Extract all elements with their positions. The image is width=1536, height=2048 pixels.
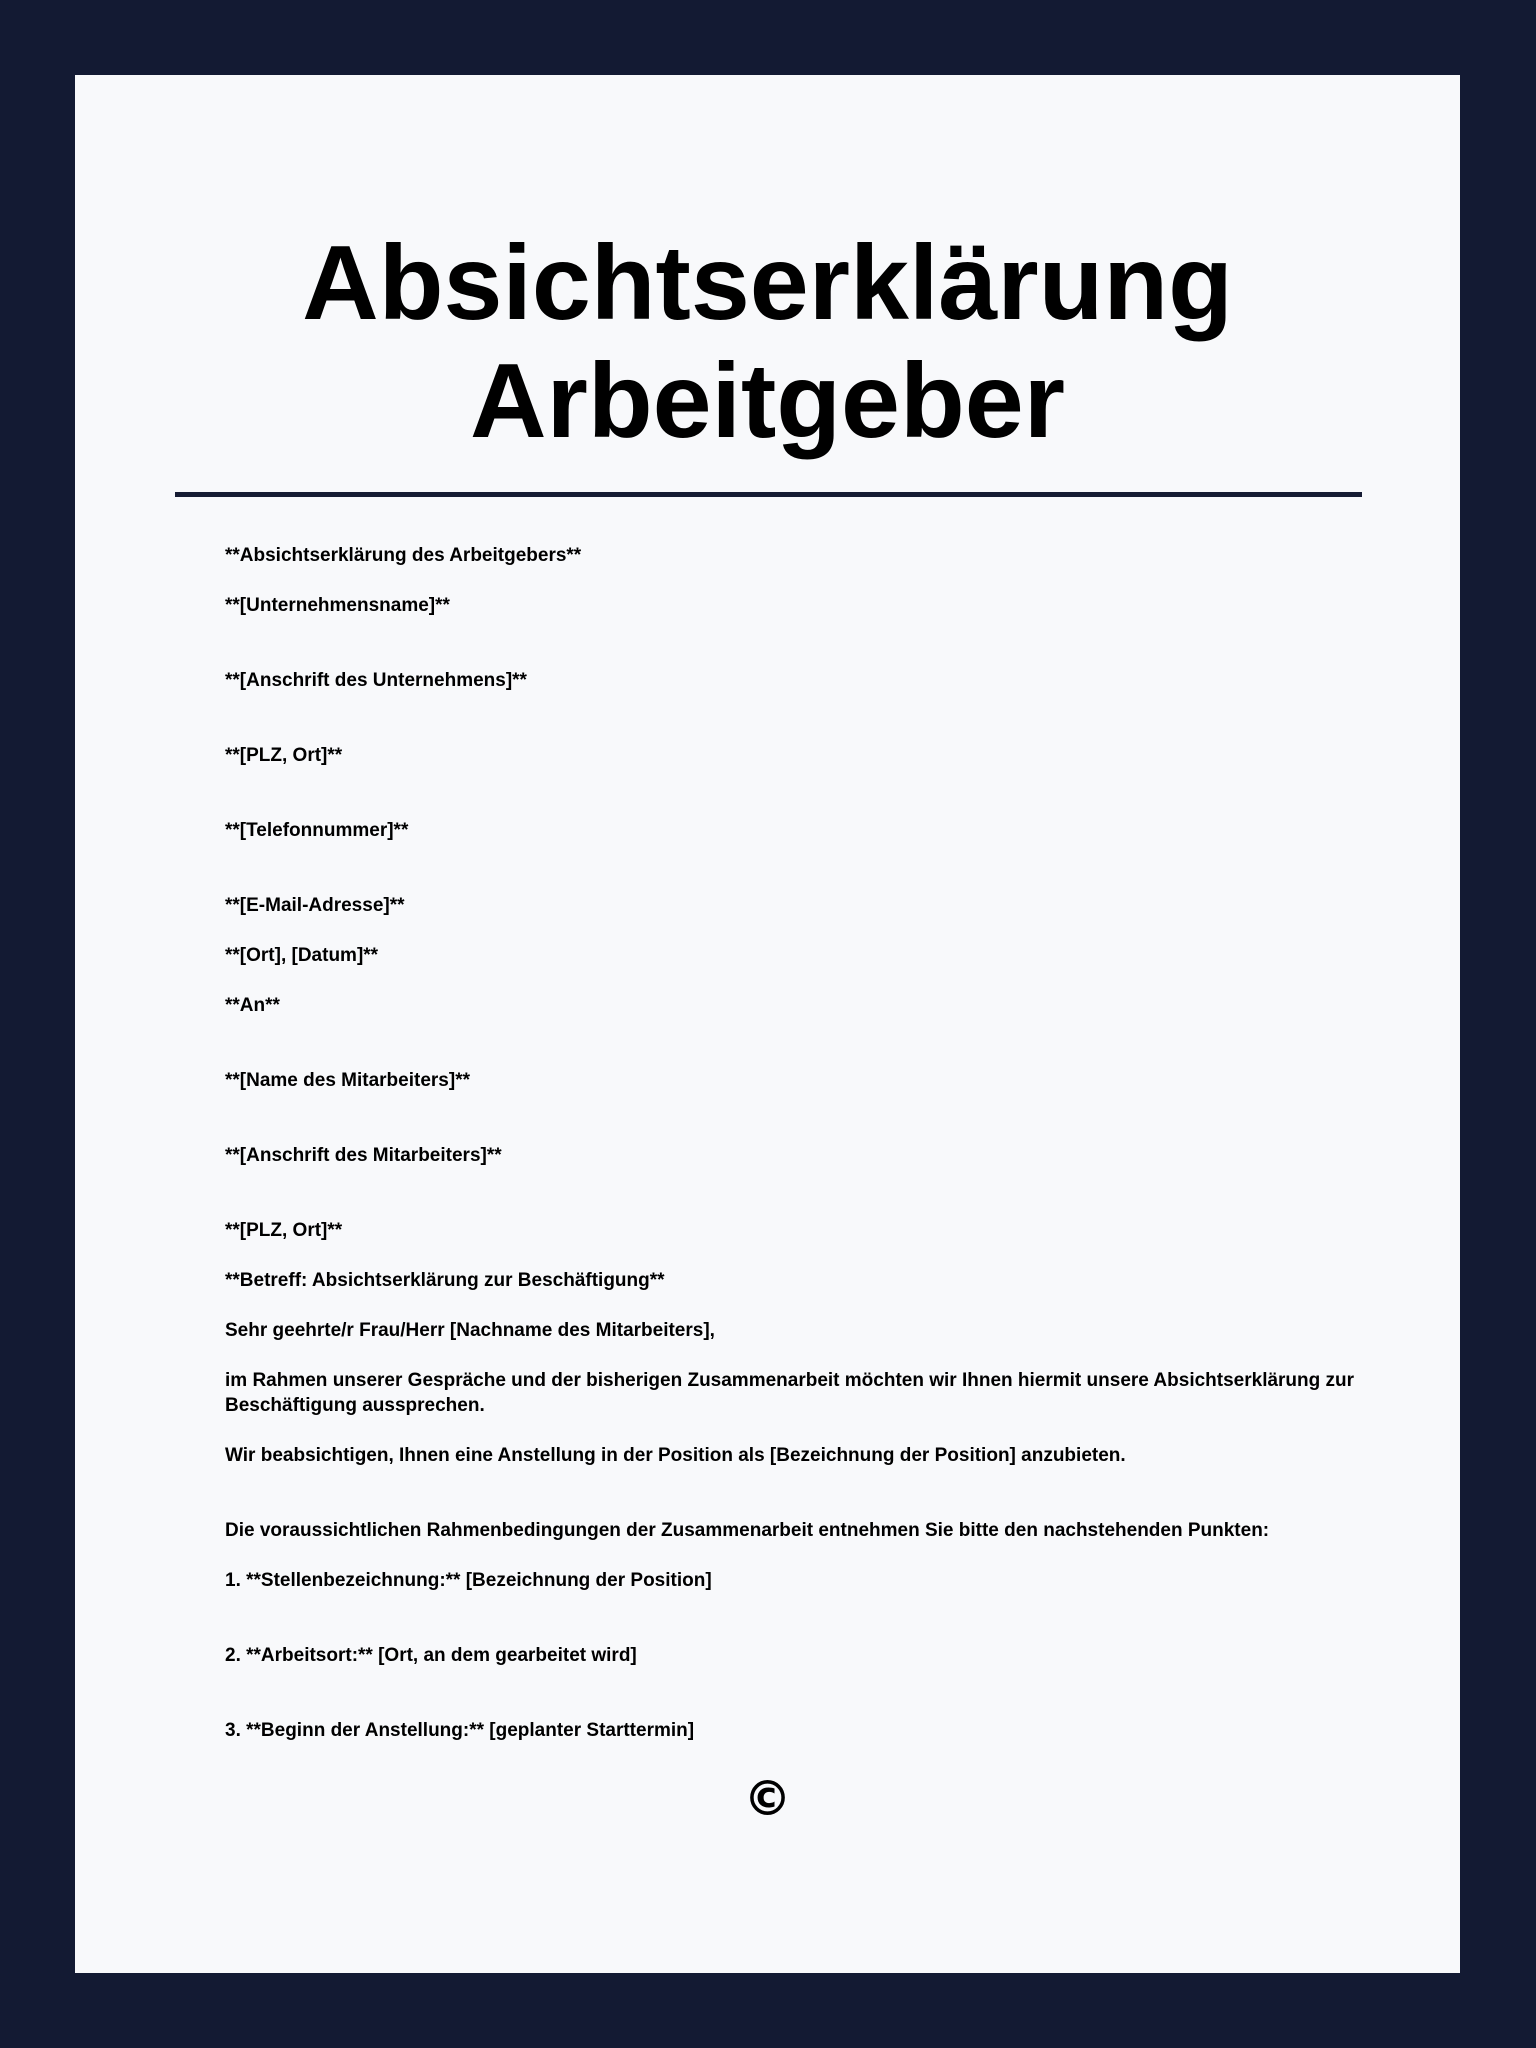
document-heading: **Absichtserklärung des Arbeitgebers** <box>225 545 582 566</box>
company-address: **[Anschrift des Unternehmens]** <box>225 670 527 691</box>
list-item-workplace: 2. **Arbeitsort:** [Ort, an dem gearbeitet wird] <box>225 1645 637 1666</box>
employee-name: **[Name des Mitarbeiters]** <box>225 1070 470 1091</box>
title-line-2: Arbeitgeber <box>470 342 1065 460</box>
company-name: **[Unternehmensname]** <box>225 595 450 616</box>
title-line-1: Absichtserklärung <box>302 224 1233 342</box>
place-date: **[Ort], [Datum]** <box>225 945 379 966</box>
list-item-start-date: 3. **Beginn der Anstellung:** [geplanter Starttermin] <box>225 1720 695 1741</box>
conditions-paragraph: Die voraussichtlichen Rahmenbedingungen der Zusammenarbeit entnehmen Sie bitte den nachstehenden Punkten: <box>225 1520 1270 1541</box>
company-phone: **[Telefonnummer]** <box>225 820 409 841</box>
company-zip-city: **[PLZ, Ort]** <box>225 745 343 766</box>
document-page <box>75 75 1460 1973</box>
subject-line: **Betreff: Absichtserklärung zur Beschäftigung** <box>225 1270 665 1291</box>
company-email: **[E-Mail-Adresse]** <box>225 895 405 916</box>
list-item-job-title: 1. **Stellenbezeichnung:** [Bezeichnung der Position] <box>225 1570 712 1591</box>
copyright-icon: © <box>743 1771 792 1827</box>
document-title <box>75 224 1460 460</box>
position-paragraph: Wir beabsichtigen, Ihnen eine Anstellung in der Position als [Bezeichnung der Position] anzubieten. <box>225 1445 1126 1466</box>
employee-address: **[Anschrift des Mitarbeiters]** <box>225 1145 502 1166</box>
title-divider <box>175 492 1362 497</box>
employee-zip-city: **[PLZ, Ort]** <box>225 1220 343 1241</box>
recipient-label: **An** <box>225 995 280 1016</box>
salutation: Sehr geehrte/r Frau/Herr [Nachname des Mitarbeiters], <box>225 1320 715 1341</box>
intro-paragraph: im Rahmen unserer Gespräche und der bisherigen Zusammenarbeit möchten wir Ihnen hiermit unsere Absichtserklärung zur Beschäftigung aussprechen. <box>225 1370 1355 1416</box>
